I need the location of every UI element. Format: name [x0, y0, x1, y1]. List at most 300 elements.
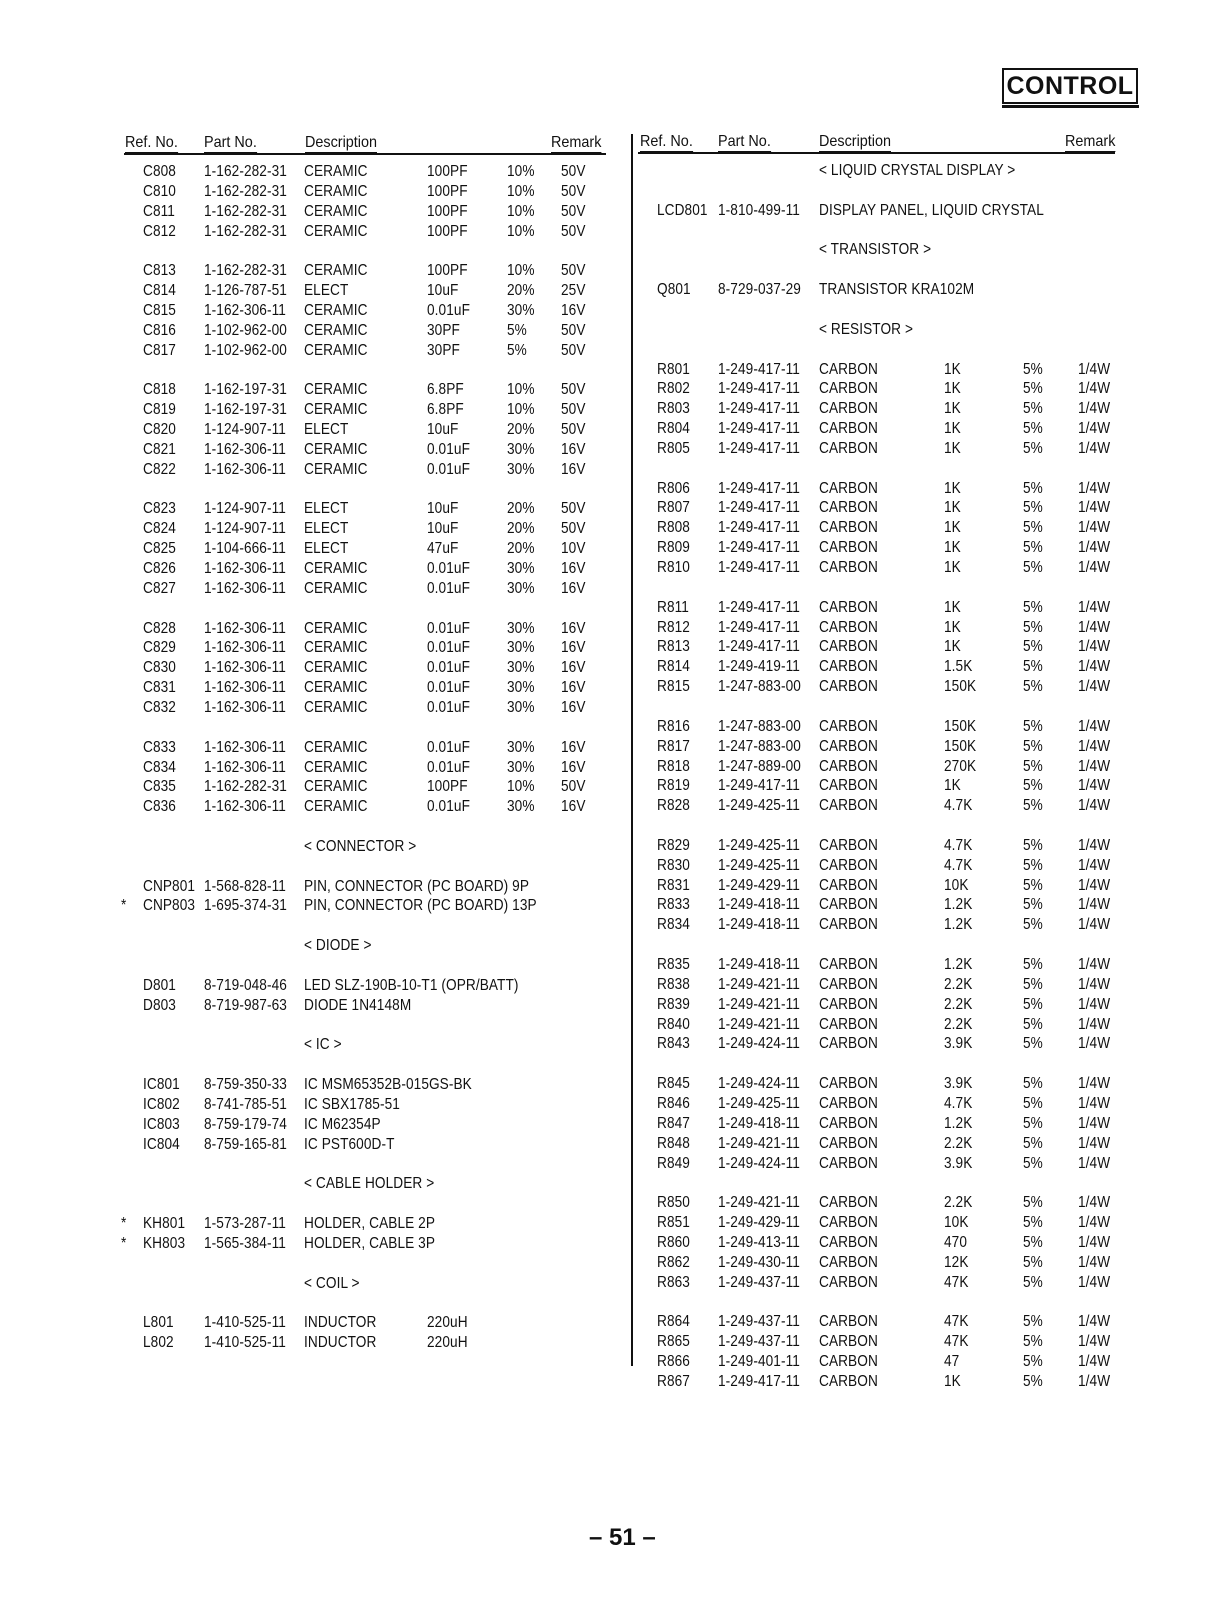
value: 10uF: [427, 282, 459, 299]
rating: 16V: [561, 441, 586, 458]
tolerance: 5%: [1023, 420, 1043, 437]
part-no: 1-249-425-11: [718, 857, 800, 874]
rating: 1/4W: [1078, 519, 1111, 536]
tolerance: 5%: [1023, 1135, 1043, 1152]
rating: 50V: [561, 500, 586, 517]
ref-no: C821: [143, 441, 176, 458]
description: CERAMIC: [304, 223, 368, 240]
ref-no: C825: [143, 540, 176, 557]
ref-no: R838: [657, 976, 690, 993]
rating: 50V: [561, 401, 586, 418]
part-no: 1-102-962-00: [204, 322, 287, 339]
value: 10uF: [427, 421, 459, 438]
rating: 1/4W: [1078, 559, 1111, 576]
value: 150K: [944, 678, 977, 695]
rating: 1/4W: [1078, 797, 1111, 814]
part-no: 1-410-525-11: [204, 1334, 286, 1351]
rating: 1/4W: [1078, 480, 1111, 497]
description: ELECT: [304, 421, 349, 438]
ref-no: C815: [143, 302, 176, 319]
tolerance: 5%: [1023, 1115, 1043, 1132]
description: ELECT: [304, 282, 349, 299]
ref-no: C831: [143, 679, 176, 696]
description: CARBON: [819, 678, 878, 695]
rating: 16V: [561, 659, 586, 676]
value: 1K: [944, 400, 961, 417]
rating: 1/4W: [1078, 1333, 1111, 1350]
ref-no: C812: [143, 223, 176, 240]
tolerance: 5%: [1023, 976, 1043, 993]
part-no: 1-249-417-11: [718, 400, 800, 417]
tolerance: 5%: [1023, 1254, 1043, 1271]
ref-no: R802: [657, 380, 690, 397]
tolerance: 5%: [1023, 1016, 1043, 1033]
description: CERAMIC: [304, 778, 368, 795]
part-no: 1-247-883-00: [718, 678, 801, 695]
description: CARBON: [819, 1075, 878, 1092]
tolerance: 30%: [507, 620, 535, 637]
description: TRANSISTOR KRA102M: [819, 281, 975, 298]
value: 0.01uF: [427, 639, 470, 656]
description: CARBON: [819, 1353, 878, 1370]
ref-no: R817: [657, 738, 690, 755]
value: 1K: [944, 559, 961, 576]
part-no: 1-162-282-31: [204, 163, 287, 180]
tolerance: 5%: [1023, 658, 1043, 675]
rating: 1/4W: [1078, 420, 1111, 437]
rating: 1/4W: [1078, 1115, 1111, 1132]
rating: 16V: [561, 679, 586, 696]
value: 100PF: [427, 183, 468, 200]
tolerance: 30%: [507, 759, 535, 776]
part-no: 1-249-417-11: [718, 480, 800, 497]
rating: 50V: [561, 342, 586, 359]
tolerance: 30%: [507, 798, 535, 815]
replacement-mark: *: [121, 1215, 127, 1232]
description: CERAMIC: [304, 203, 368, 220]
description: CARBON: [819, 1254, 878, 1271]
rating: 1/4W: [1078, 1135, 1111, 1152]
value: 2.2K: [944, 996, 973, 1013]
ref-no: R812: [657, 619, 690, 636]
description: ELECT: [304, 540, 349, 557]
part-no: 1-249-417-11: [718, 638, 800, 655]
value: 47K: [944, 1274, 969, 1291]
description: PIN, CONNECTOR (PC BOARD) 13P: [304, 897, 537, 914]
left-header-rule: [124, 153, 606, 155]
right-header-desc: Description: [819, 133, 892, 150]
rating: 16V: [561, 620, 586, 637]
part-no: 1-249-424-11: [718, 1035, 800, 1052]
rating: 1/4W: [1078, 1353, 1111, 1370]
description: CERAMIC: [304, 401, 368, 418]
part-no: 1-249-417-11: [718, 519, 800, 536]
description: IC PST600D-T: [304, 1136, 395, 1153]
value: 0.01uF: [427, 302, 470, 319]
value: 0.01uF: [427, 580, 470, 597]
ref-no: D803: [143, 997, 176, 1014]
rating: 50V: [561, 223, 586, 240]
tolerance: 5%: [1023, 1353, 1043, 1370]
description: PIN, CONNECTOR (PC BOARD) 9P: [304, 878, 530, 895]
part-no: 1-249-418-11: [718, 916, 800, 933]
value: 3.9K: [944, 1035, 973, 1052]
rating: 1/4W: [1078, 599, 1111, 616]
rating: 16V: [561, 461, 586, 478]
ref-no: L802: [143, 1334, 174, 1351]
rating: 16V: [561, 798, 586, 815]
part-no: 1-249-421-11: [718, 976, 800, 993]
ref-no: R830: [657, 857, 690, 874]
value: 1K: [944, 361, 961, 378]
value: 0.01uF: [427, 759, 470, 776]
description: CARBON: [819, 996, 878, 1013]
value: 100PF: [427, 262, 468, 279]
description: CARBON: [819, 976, 878, 993]
description: CARBON: [819, 1313, 878, 1330]
value: 2.2K: [944, 1194, 973, 1211]
description: CERAMIC: [304, 639, 368, 656]
tolerance: 5%: [1023, 777, 1043, 794]
tolerance: 30%: [507, 739, 535, 756]
ref-no: R801: [657, 361, 690, 378]
part-no: 1-124-907-11: [204, 500, 286, 517]
ref-no: R811: [657, 599, 689, 616]
tolerance: 5%: [1023, 499, 1043, 516]
ref-no: R840: [657, 1016, 690, 1033]
value: 47K: [944, 1313, 969, 1330]
part-no: 1-249-429-11: [718, 1214, 800, 1231]
description: CERAMIC: [304, 699, 368, 716]
rating: 16V: [561, 302, 586, 319]
ref-no: R828: [657, 797, 690, 814]
description: CARBON: [819, 499, 878, 516]
value: 470: [944, 1234, 968, 1251]
part-no: 1-162-306-11: [204, 639, 286, 656]
part-no: 1-162-306-11: [204, 302, 286, 319]
value: 0.01uF: [427, 679, 470, 696]
ref-no: C810: [143, 183, 176, 200]
rating: 25V: [561, 282, 586, 299]
part-no: 1-124-907-11: [204, 421, 286, 438]
ref-no: C829: [143, 639, 176, 656]
description: CARBON: [819, 361, 878, 378]
rating: 1/4W: [1078, 1214, 1111, 1231]
value: 0.01uF: [427, 798, 470, 815]
part-no: 1-162-306-11: [204, 461, 286, 478]
rating: 1/4W: [1078, 758, 1111, 775]
description: CARBON: [819, 837, 878, 854]
ref-no: R806: [657, 480, 690, 497]
value: 0.01uF: [427, 441, 470, 458]
description: CERAMIC: [304, 679, 368, 696]
tolerance: 5%: [1023, 638, 1043, 655]
tolerance: 30%: [507, 461, 535, 478]
tolerance: 5%: [1023, 1075, 1043, 1092]
part-no: 1-249-413-11: [718, 1234, 800, 1251]
value: 30PF: [427, 342, 460, 359]
tolerance: 5%: [1023, 896, 1043, 913]
right-header-rule: [638, 152, 1115, 154]
tolerance: 10%: [507, 778, 535, 795]
description: CERAMIC: [304, 620, 368, 637]
part-no: 1-249-419-11: [718, 658, 800, 675]
ref-no: C822: [143, 461, 176, 478]
rating: 1/4W: [1078, 1373, 1111, 1390]
description: HOLDER, CABLE 2P: [304, 1215, 436, 1232]
description: CARBON: [819, 777, 878, 794]
rating: 1/4W: [1078, 1274, 1111, 1291]
ref-no: C814: [143, 282, 176, 299]
ref-no: C816: [143, 322, 176, 339]
description: CARBON: [819, 1373, 878, 1390]
replacement-mark: *: [121, 897, 127, 914]
tolerance: 10%: [507, 163, 535, 180]
description: CARBON: [819, 1214, 878, 1231]
tolerance: 5%: [1023, 361, 1043, 378]
ref-no: KH801: [143, 1215, 186, 1232]
description: CARBON: [819, 1035, 878, 1052]
rating: 1/4W: [1078, 1075, 1111, 1092]
description: CERAMIC: [304, 342, 368, 359]
part-no: 1-247-883-00: [718, 738, 801, 755]
ref-no: C827: [143, 580, 176, 597]
part-no: 1-247-889-00: [718, 758, 801, 775]
description: CERAMIC: [304, 381, 368, 398]
ref-no: C826: [143, 560, 176, 577]
section-heading: < RESISTOR >: [819, 321, 914, 338]
description: ELECT: [304, 500, 349, 517]
part-no: 1-162-306-11: [204, 679, 286, 696]
part-no: 1-249-417-11: [718, 777, 800, 794]
description: DIODE 1N4148M: [304, 997, 412, 1014]
value: 1K: [944, 420, 961, 437]
ref-no: R843: [657, 1035, 690, 1052]
description: CERAMIC: [304, 798, 368, 815]
ref-no: R847: [657, 1115, 690, 1132]
ref-no: R813: [657, 638, 690, 655]
ref-no: R816: [657, 718, 690, 735]
tolerance: 5%: [1023, 1214, 1043, 1231]
section-title: CONTROL: [1006, 71, 1134, 100]
description: CARBON: [819, 797, 878, 814]
part-no: 1-162-306-11: [204, 759, 286, 776]
tolerance: 20%: [507, 520, 535, 537]
part-no: 1-249-424-11: [718, 1075, 800, 1092]
ref-no: R815: [657, 678, 690, 695]
part-no: 1-124-907-11: [204, 520, 286, 537]
tolerance: 5%: [1023, 400, 1043, 417]
rating: 1/4W: [1078, 638, 1111, 655]
description: CARBON: [819, 1194, 878, 1211]
ref-no: R804: [657, 420, 690, 437]
description: CERAMIC: [304, 322, 368, 339]
ref-no: R839: [657, 996, 690, 1013]
tolerance: 5%: [1023, 857, 1043, 874]
section-heading: < CABLE HOLDER >: [304, 1175, 435, 1192]
ref-no: C834: [143, 759, 176, 776]
part-no: 1-249-417-11: [718, 361, 800, 378]
part-no: 1-162-282-31: [204, 778, 287, 795]
part-no: 8-759-350-33: [204, 1076, 287, 1093]
tolerance: 10%: [507, 401, 535, 418]
part-no: 1-249-401-11: [718, 1353, 800, 1370]
rating: 1/4W: [1078, 619, 1111, 636]
value: 1K: [944, 480, 961, 497]
part-no: 1-162-306-11: [204, 620, 286, 637]
rating: 1/4W: [1078, 976, 1111, 993]
value: 0.01uF: [427, 560, 470, 577]
part-no: 1-249-425-11: [718, 1095, 800, 1112]
ref-no: R808: [657, 519, 690, 536]
description: CARBON: [819, 599, 878, 616]
ref-no: Q801: [657, 281, 691, 298]
value: 1K: [944, 380, 961, 397]
ref-no: IC803: [143, 1116, 180, 1133]
rating: 1/4W: [1078, 400, 1111, 417]
tolerance: 10%: [507, 203, 535, 220]
description: CARBON: [819, 380, 878, 397]
value: 1.5K: [944, 658, 973, 675]
rating: 1/4W: [1078, 956, 1111, 973]
rating: 1/4W: [1078, 1155, 1111, 1172]
description: CERAMIC: [304, 739, 368, 756]
description: CARBON: [819, 916, 878, 933]
ref-no: R819: [657, 777, 690, 794]
description: HOLDER, CABLE 3P: [304, 1235, 436, 1252]
part-no: 1-249-417-11: [718, 539, 800, 556]
part-no: 1-126-787-51: [204, 282, 287, 299]
description: CARBON: [819, 619, 878, 636]
ref-no: R863: [657, 1274, 690, 1291]
ref-no: D801: [143, 977, 176, 994]
tolerance: 5%: [1023, 599, 1043, 616]
description: CARBON: [819, 857, 878, 874]
tolerance: 30%: [507, 580, 535, 597]
rating: 50V: [561, 183, 586, 200]
ref-no: R846: [657, 1095, 690, 1112]
value: 10K: [944, 1214, 969, 1231]
part-no: 8-719-987-63: [204, 997, 287, 1014]
part-no: 1-162-282-31: [204, 203, 287, 220]
tolerance: 5%: [1023, 519, 1043, 536]
value: 2.2K: [944, 1135, 973, 1152]
value: 100PF: [427, 203, 468, 220]
value: 100PF: [427, 163, 468, 180]
rating: 1/4W: [1078, 499, 1111, 516]
value: 0.01uF: [427, 659, 470, 676]
description: LED SLZ-190B-10-T1 (OPR/BATT): [304, 977, 519, 994]
description: CARBON: [819, 758, 878, 775]
rating: 1/4W: [1078, 1035, 1111, 1052]
value: 100PF: [427, 778, 468, 795]
description: CARBON: [819, 420, 878, 437]
tolerance: 5%: [1023, 738, 1043, 755]
rating: 1/4W: [1078, 718, 1111, 735]
value: 220uH: [427, 1334, 468, 1351]
section-heading: < DIODE >: [304, 937, 372, 954]
part-no: 1-249-430-11: [718, 1254, 800, 1271]
ref-no: R849: [657, 1155, 690, 1172]
description: CARBON: [819, 638, 878, 655]
part-no: 1-162-306-11: [204, 560, 286, 577]
tolerance: 5%: [1023, 877, 1043, 894]
value: 4.7K: [944, 1095, 973, 1112]
ref-no: IC804: [143, 1136, 180, 1153]
replacement-mark: *: [121, 1235, 127, 1252]
value: 3.9K: [944, 1155, 973, 1172]
tolerance: 5%: [1023, 1194, 1043, 1211]
section-heading: < IC >: [304, 1036, 342, 1053]
rating: 16V: [561, 739, 586, 756]
part-no: 8-741-785-51: [204, 1096, 287, 1113]
value: 1K: [944, 777, 961, 794]
tolerance: 5%: [1023, 1313, 1043, 1330]
description: CARBON: [819, 877, 878, 894]
part-no: 1-249-425-11: [718, 837, 800, 854]
tolerance: 5%: [1023, 1333, 1043, 1350]
rating: 1/4W: [1078, 658, 1111, 675]
tolerance: 5%: [1023, 1095, 1043, 1112]
part-no: 1-249-417-11: [718, 380, 800, 397]
part-no: 1-162-306-11: [204, 739, 286, 756]
part-no: 1-162-306-11: [204, 580, 286, 597]
part-no: 8-759-179-74: [204, 1116, 287, 1133]
part-no: 8-729-037-29: [718, 281, 801, 298]
ref-no: R845: [657, 1075, 690, 1092]
part-no: 1-249-421-11: [718, 1016, 800, 1033]
part-no: 1-249-417-11: [718, 420, 800, 437]
part-no: 1-249-437-11: [718, 1313, 800, 1330]
tolerance: 30%: [507, 639, 535, 656]
column-divider: [631, 134, 633, 1366]
description: CARBON: [819, 1135, 878, 1152]
rating: 1/4W: [1078, 877, 1111, 894]
tolerance: 5%: [1023, 797, 1043, 814]
value: 1K: [944, 519, 961, 536]
part-no: 1-162-282-31: [204, 223, 287, 240]
value: 220uH: [427, 1314, 468, 1331]
part-no: 1-249-417-11: [718, 1373, 800, 1390]
tolerance: 5%: [1023, 1155, 1043, 1172]
tolerance: 10%: [507, 262, 535, 279]
description: CARBON: [819, 400, 878, 417]
rating: 10V: [561, 540, 586, 557]
ref-no: C818: [143, 381, 176, 398]
part-no: 1-249-425-11: [718, 797, 800, 814]
ref-no: R864: [657, 1313, 690, 1330]
rating: 50V: [561, 381, 586, 398]
part-no: 1-249-417-11: [718, 559, 800, 576]
part-no: 1-162-306-11: [204, 798, 286, 815]
ref-no: R866: [657, 1353, 690, 1370]
part-no: 1-249-417-11: [718, 619, 800, 636]
description: INDUCTOR: [304, 1334, 377, 1351]
tolerance: 5%: [1023, 1035, 1043, 1052]
value: 0.01uF: [427, 461, 470, 478]
value: 100PF: [427, 223, 468, 240]
rating: 1/4W: [1078, 1234, 1111, 1251]
tolerance: 5%: [1023, 1274, 1043, 1291]
part-no: 1-810-499-11: [718, 202, 800, 219]
tolerance: 5%: [507, 322, 527, 339]
description: INDUCTOR: [304, 1314, 377, 1331]
description: CARBON: [819, 1333, 878, 1350]
value: 30PF: [427, 322, 460, 339]
tolerance: 10%: [507, 183, 535, 200]
section-heading: < COIL >: [304, 1275, 360, 1292]
part-no: 1-249-437-11: [718, 1333, 800, 1350]
